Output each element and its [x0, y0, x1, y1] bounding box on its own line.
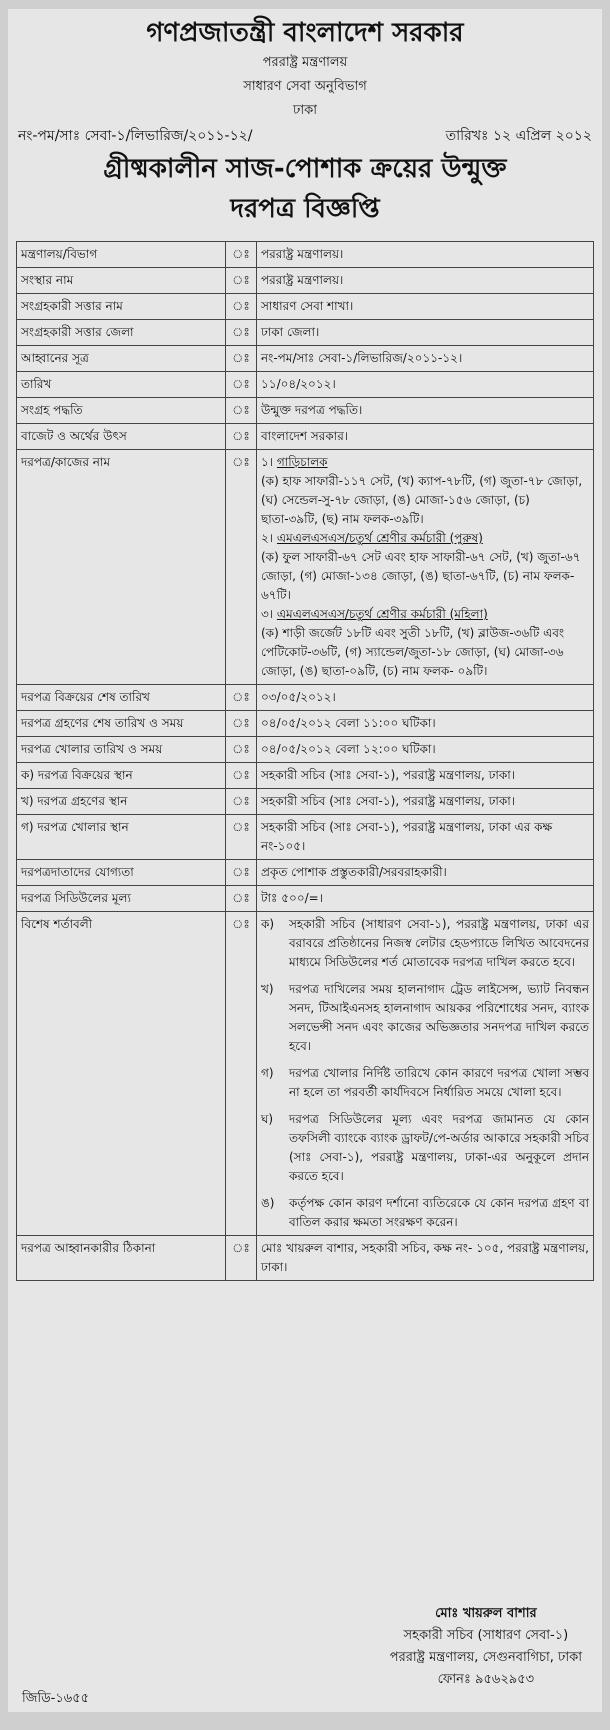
row-label: গ) দরপত্র খোলার স্থান [17, 815, 226, 860]
table-row [17, 815, 594, 860]
row-value: পররাষ্ট্র মন্ত্রণালয়। [257, 242, 594, 268]
work-item-desc: (ক) শাড়ী জর্জেট ১৮টি এবং সুতী ১৮টি, (খ) ব্লাউজ-৩৬টি এবং পেটিকোট-৩৬টি, (গ) স্যান্ডেল/জুতা-১৮ জোড়া, (ঘ) মোজা-৩৬ জোড়া, (ঙ) ছাতা-০৯টি, (চ) নাম ফলক- ০৯টি। [261, 626, 565, 678]
colon: ঃ [226, 320, 257, 346]
work-item-desc: (ক) হাফ সাফারী-১১৭ সেট, (খ) ক্যাপ-৭৮টি, (গ) জুতা-৭৮ জোড়া, (ঘ) সেন্ডেল-সু-৭৮ জোড়া, (ঙ) মোজা-১৫৬ জোড়া, (চ) ছাতা-৩৯টি, (ছ) নাম ফলক-৩৯টি। [261, 474, 583, 526]
ministry-name: পররাষ্ট্র মন্ত্রণালয় [262, 55, 348, 70]
table-row [17, 346, 594, 372]
table-row-address [17, 1236, 594, 1281]
notice-date: তারিখঃ ১২ এপ্রিল ২০১২ [445, 128, 592, 144]
signature-block [390, 1603, 582, 1691]
row-value: উন্মুক্ত দরপত্র পদ্ধতি। [257, 398, 594, 424]
row-value: ০৩/০৫/২০১২। [257, 685, 594, 711]
table-row [17, 268, 594, 294]
colon: ঃ [226, 398, 257, 424]
row-value: মোঃ খায়রুল বাশার, সহকারী সচিব, কক্ষ নং- ১০৫, পররাষ্ট্র মন্ত্রণালয়, ঢাকা। [257, 1236, 594, 1281]
table-row [17, 737, 594, 763]
table-row-work [17, 450, 594, 685]
row-label: বাজেট ও অর্থের উৎস [17, 424, 226, 450]
colon: ঃ [226, 886, 257, 912]
condition-item: খ) দরপত্র দাখিলের সময় হালনাগাদ ট্রেড লাইসেন্স, ভ্যাট নিবন্ধন সনদ, টিআইএনসহ হালনাগাদ আয়কর পরিশোধের সনদ, ব্যাংক সলভেন্সী সনদ এবং কাজের অভিজ্ঞতার সনদপত্র দাখিল করতে হবে। [261, 982, 589, 1053]
row-label: দরপত্র গ্রহণের শেষ তারিখ ও সময় [17, 711, 226, 737]
signatory-designation: সহকারী সচিব (সাধারণ সেবা-১) [403, 1628, 569, 1643]
header [8, 9, 602, 123]
government-name: গণপ্রজাতন্ত্রী বাংলাদেশ সরকার [146, 18, 464, 48]
row-label: দরপত্র খোলার তারিখ ও সময় [17, 737, 226, 763]
condition-item: গ) দরপত্র খোলার নির্দিষ্ট তারিখে কোন কারণে দরপত্র খোলা সম্ভব না হলে তা পরবর্তী কার্যদিবসে নির্ধারিত সময়ে খোলা হবে। [261, 1066, 589, 1099]
tender-notice [8, 9, 602, 1712]
condition-item: ঘ) দরপত্র সিডিউলের মূল্য এবং দরপত্র জামানত যে কোন তফসিলী ব্যাংকে ব্যাংক ড্রাফট/পে-অর্ডার আকারে সহকারী সচিব (সাঃ সেবা-১), পররাষ্ট্র মন্ত্রণালয়, ঢাকা-এর অনুকূলে প্রদান করতে হবে। [261, 1112, 589, 1183]
condition-list [257, 912, 594, 1236]
work-item-desc: (ক) ফুল সাফারী-৬৭ সেট এবং হাফ সাফারী-৬৭ সেট, (খ) জুতা-৬৭ জোড়া, (গ) মোজা-১৩৪ জোড়া, (ঙ) ছাতা-৬৭টি, (চ) নাম ফলক- ৬৭টি। [261, 550, 581, 602]
colon: ঃ [226, 372, 257, 398]
row-label: দরপত্র আহ্বানকারীর ঠিকানা [17, 1236, 226, 1281]
table-row [17, 242, 594, 268]
table-row [17, 763, 594, 789]
colon: ঃ [226, 737, 257, 763]
work-item-title: ৩। এমএলএসএস/চতুর্থ শ্রেণীর কর্মচারী (মহিলা) [261, 607, 488, 621]
row-label: বিশেষ শর্তাবলী [17, 912, 226, 1236]
table-row [17, 372, 594, 398]
row-label: আহ্বানের সূত্র [17, 346, 226, 372]
row-label: সংগ্রহ পদ্ধতি [17, 398, 226, 424]
row-value: টাঃ ৫০০/=। [257, 886, 594, 912]
row-label: দরপত্রদাতাদের যোগ্যতা [17, 860, 226, 886]
signatory-name: মোঃ খায়রুল বাশার [435, 1606, 537, 1621]
colon: ঃ [226, 711, 257, 737]
row-label: দরপত্র/কাজের নাম [17, 450, 226, 685]
reference-line [8, 125, 602, 147]
row-label: দরপত্র সিডিউলের মূল্য [17, 886, 226, 912]
table-row [17, 711, 594, 737]
table-row [17, 886, 594, 912]
title-line-1: গ্রীষ্মকালীন সাজ-পোশাক ক্রয়ের উন্মুক্ত [103, 154, 507, 184]
row-label: মন্ত্রণালয়/বিভাগ [17, 242, 226, 268]
colon: ঃ [226, 268, 257, 294]
colon: ঃ [226, 763, 257, 789]
gd-number: জিডি-১৬৫৫ [22, 1691, 90, 1706]
row-value: সাধারণ সেবা শাখা। [257, 294, 594, 320]
table-row [17, 860, 594, 886]
row-label: তারিখ [17, 372, 226, 398]
division-name: সাধারণ সেবা অনুবিভাগ [243, 79, 367, 94]
city-name: ঢাকা [293, 103, 317, 118]
colon: ঃ [226, 346, 257, 372]
table-row [17, 398, 594, 424]
reference-number: নং-পম/সাঃ সেবা-১/লিভারিজ/২০১১-১২/ [18, 128, 253, 144]
colon: ঃ [226, 860, 257, 886]
colon: ঃ [226, 294, 257, 320]
table-row [17, 294, 594, 320]
work-item-title: ২। এমএলএসএস/চতুর্থ শ্রেণীর কর্মচারী (পুরুষ) [261, 531, 483, 545]
row-value: ঢাকা জেলা। [257, 320, 594, 346]
row-value: প্রকৃত পোশাক প্রস্তুতকারী/সরবরাহকারী। [257, 860, 594, 886]
colon: ঃ [226, 789, 257, 815]
condition-item: ক) সহকারী সচিব (সাধারণ সেবা-১), পররাষ্ট্র মন্ত্রণালয়, ঢাকা এর বরাবরে প্রতিষ্ঠানের নিজস্ব লেটার হেডপ্যাডে লিখিত আবেদনের মাধ্যমে সিডিউলের শর্ত মোতাবেক দরপত্র দাখিল করতে হবে। [261, 917, 589, 969]
table-row [17, 320, 594, 346]
row-value: ১১/০৪/২০১২। [257, 372, 594, 398]
colon: ঃ [226, 424, 257, 450]
table-row [17, 789, 594, 815]
table-row [17, 685, 594, 711]
colon: ঃ [226, 1236, 257, 1281]
row-value: বাংলাদেশ সরকার। [257, 424, 594, 450]
row-label: দরপত্র বিক্রয়ের শেষ তারিখ [17, 685, 226, 711]
row-value: নং-পম/সাঃ সেবা-১/লিভারিজ/২০১১-১২। [257, 346, 594, 372]
table-row [17, 424, 594, 450]
row-label: খ) দরপত্র গ্রহণের স্থান [17, 789, 226, 815]
work-items [257, 450, 594, 685]
row-value: ০৪/০৫/২০১২ বেলা ১২:০০ ঘটিকা। [257, 737, 594, 763]
colon: ঃ [226, 450, 257, 685]
row-value: সহকারী সচিব (সাঃ সেবা-১), পররাষ্ট্র মন্ত্রণালয়, ঢাকা। [257, 789, 594, 815]
row-label: ক) দরপত্র বিক্রয়ের স্থান [17, 763, 226, 789]
title-line-2: দরপত্র বিজ্ঞপ্তি [230, 194, 380, 224]
row-value: সহকারী সচিব (সাঃ সেবা-১), পররাষ্ট্র মন্ত্রণালয়, ঢাকা। [257, 763, 594, 789]
row-value: পররাষ্ট্র মন্ত্রণালয়। [257, 268, 594, 294]
row-value: সহকারী সচিব (সাঃ সেবা-১), পররাষ্ট্র মন্ত্রণালয়, ঢাকা এর কক্ষ নং-১০৫। [257, 815, 594, 860]
work-item-title: ১। গাড়িচালক [261, 455, 328, 469]
row-label: সংগ্রহকারী সত্তার নাম [17, 294, 226, 320]
row-label: সংগ্রহকারী সত্তার জেলা [17, 320, 226, 346]
colon: ঃ [226, 242, 257, 268]
colon: ঃ [226, 815, 257, 860]
signatory-phone: ফোনঃ ৯৫৬২৯৫৩ [437, 1672, 535, 1687]
row-value: ০৪/০৫/২০১২ বেলা ১১:০০ ঘটিকা। [257, 711, 594, 737]
colon: ঃ [226, 685, 257, 711]
condition-item: ঙ) কর্তৃপক্ষ কোন কারণ দর্শানো ব্যতিরেকে যে কোন দরপত্র গ্রহণ বা বাতিল করার ক্ষমতা সংরক্ষণ করেন। [261, 1196, 589, 1229]
signatory-office: পররাষ্ট্র মন্ত্রণালয়, সেগুনবাগিচা, ঢাকা [389, 1650, 582, 1665]
info-table [16, 241, 594, 1281]
colon: ঃ [226, 912, 257, 1236]
table-row-conditions [17, 912, 594, 1236]
row-label: সংস্থার নাম [17, 268, 226, 294]
